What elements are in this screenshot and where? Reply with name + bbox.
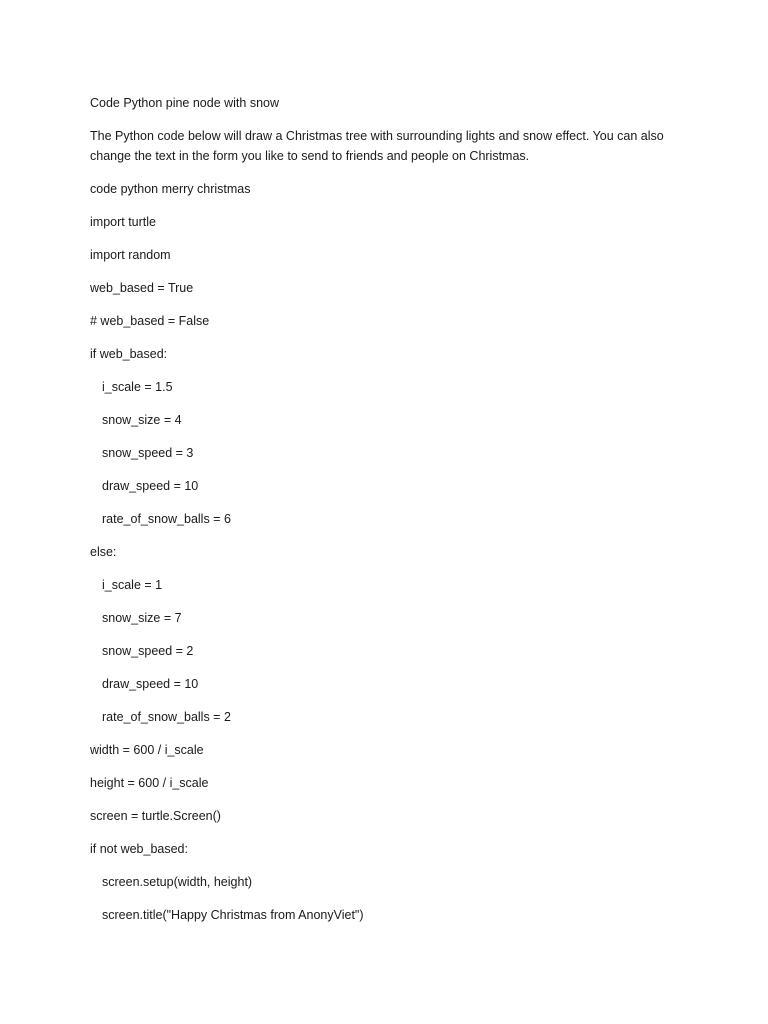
code-line: snow_size = 7 (102, 611, 182, 625)
document-body (90, 93, 690, 938)
code-line: rate_of_snow_balls = 6 (102, 512, 231, 526)
code-block (90, 212, 690, 925)
code-line: screen.setup(width, height) (102, 875, 253, 889)
code-line: i_scale = 1 (102, 578, 163, 592)
intro-paragraph (90, 126, 690, 166)
intro-line: change the text in the form you like to send to friends and people on Christmas. (90, 149, 530, 163)
code-line: rate_of_snow_balls = 2 (102, 710, 231, 724)
code-line: screen.title("Happy Christmas from AnonyViet") (102, 908, 364, 922)
code-line: if not web_based: (90, 842, 188, 856)
code-line: width = 600 / i_scale (90, 743, 204, 757)
code-line: draw_speed = 10 (102, 479, 199, 493)
intro-line: The Python code below will draw a Christmas tree with surrounding lights and snow effect. You can also (90, 129, 664, 143)
code-line: i_scale = 1.5 (102, 380, 173, 394)
code-line: if web_based: (90, 347, 168, 361)
code-line: import random (90, 248, 171, 262)
document-title: Code Python pine node with snow (90, 96, 280, 110)
code-line: screen = turtle.Screen() (90, 809, 221, 823)
code-line: snow_speed = 3 (102, 446, 194, 460)
code-line: draw_speed = 10 (102, 677, 199, 691)
code-line: snow_size = 4 (102, 413, 182, 427)
section-subtitle: code python merry christmas (90, 182, 251, 196)
code-line: web_based = True (90, 281, 194, 295)
code-line: import turtle (90, 215, 156, 229)
code-line: # web_based = False (90, 314, 210, 328)
code-line: else: (90, 545, 117, 559)
code-line: snow_speed = 2 (102, 644, 194, 658)
code-line: height = 600 / i_scale (90, 776, 209, 790)
